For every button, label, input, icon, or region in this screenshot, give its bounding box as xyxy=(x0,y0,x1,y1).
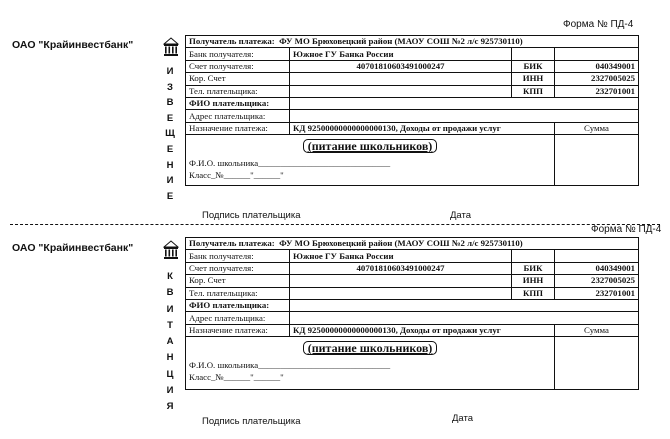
form-number: Форма № ПД-4 xyxy=(563,19,634,30)
vertical-title xyxy=(165,272,175,419)
kpp-value: 232701001 xyxy=(555,85,639,97)
vertical-letter: З xyxy=(167,81,173,93)
purpose-label: Назначение платежа: xyxy=(186,324,290,336)
student-block xyxy=(186,135,555,186)
purpose-value: КД 92500000000000000130, Доходы от продажи услуг xyxy=(290,324,555,336)
recipient-row xyxy=(186,238,639,250)
vertical-letter: Т xyxy=(167,319,173,331)
address-label: Адрес плательщика: xyxy=(186,110,290,122)
vertical-letter: Е xyxy=(166,190,174,202)
bank-value: Южное ГУ Банка России xyxy=(290,250,512,262)
recipient-row xyxy=(186,36,639,48)
fio-label: ФИО плательщика: xyxy=(186,299,290,311)
fio-field[interactable] xyxy=(290,299,639,311)
vertical-letter: К xyxy=(167,271,173,282)
empty-cell xyxy=(555,250,639,262)
class-field[interactable]: Класс_№______"______" xyxy=(189,371,284,382)
corr-label: Кор. Счет xyxy=(186,275,290,287)
account-label: Счет получателя: xyxy=(186,60,290,72)
emphasis-label: (питание школьников) xyxy=(303,139,438,153)
recipient-value: ФУ МО Брюховецкий район (МАОУ СОШ №2 л/с 925730110) xyxy=(279,238,523,249)
bank-label: Банк получателя: xyxy=(186,250,290,262)
sum-label: Сумма xyxy=(555,324,639,336)
vertical-letter: Н xyxy=(166,352,174,364)
empty-cell xyxy=(512,48,555,60)
kpp-label: КПП xyxy=(512,85,555,97)
sum-label: Сумма xyxy=(555,122,639,134)
corr-value[interactable] xyxy=(290,73,512,85)
inn-value: 2327005025 xyxy=(555,275,639,287)
phone-label: Тел. плательщика: xyxy=(186,287,290,299)
receipt-form-table xyxy=(185,237,639,390)
sum-field[interactable] xyxy=(555,337,639,390)
vertical-title xyxy=(165,67,175,207)
vertical-letter: Е xyxy=(166,143,174,155)
bank-logo-icon xyxy=(163,37,179,57)
bik-value: 040349001 xyxy=(555,60,639,72)
vertical-letter: А xyxy=(166,336,174,348)
address-field[interactable] xyxy=(290,110,639,122)
vertical-letter: И xyxy=(166,175,174,187)
empty-cell xyxy=(555,48,639,60)
bank-name: ОАО "Крайинвестбанк" xyxy=(12,242,134,254)
fio-field[interactable] xyxy=(290,97,639,109)
sum-field[interactable] xyxy=(555,135,639,186)
student-name-field[interactable]: Ф.И.О. школьника______________________________ xyxy=(189,360,391,371)
corr-value[interactable] xyxy=(290,275,512,287)
fio-label: ФИО плательщика: xyxy=(186,97,290,109)
date-label: Дата xyxy=(452,413,474,424)
phone-field[interactable] xyxy=(290,287,512,299)
signature-label: Подпись плательщика xyxy=(202,416,301,427)
corr-label: Кор. Счет xyxy=(186,73,290,85)
phone-field[interactable] xyxy=(290,85,512,97)
student-block xyxy=(186,337,555,390)
student-name-field[interactable]: Ф.И.О. школьника______________________________ xyxy=(189,158,391,169)
address-label: Адрес плательщика: xyxy=(186,312,290,324)
vertical-letter: Щ xyxy=(165,128,175,140)
bank-label: Банк получателя: xyxy=(186,48,290,60)
address-field[interactable] xyxy=(290,312,639,324)
bik-value: 040349001 xyxy=(555,262,639,274)
bank-name: ОАО "Крайинвестбанк" xyxy=(12,39,134,51)
recipient-value: ФУ МО Брюховецкий район (МАОУ СОШ №2 л/с 925730110) xyxy=(279,36,523,47)
kpp-label: КПП xyxy=(512,287,555,299)
bank-value: Южное ГУ Банка России xyxy=(290,48,512,60)
kpp-value: 232701001 xyxy=(555,287,639,299)
notice-form-table xyxy=(185,35,639,186)
empty-cell xyxy=(512,250,555,262)
class-field[interactable]: Класс_№______"______" xyxy=(189,169,284,180)
vertical-letter: И xyxy=(166,66,174,77)
purpose-label: Назначение платежа: xyxy=(186,122,290,134)
account-value: 40701810603491000247 xyxy=(290,262,512,274)
vertical-letter: И xyxy=(166,303,174,315)
vertical-letter: Н xyxy=(166,159,174,171)
signature-label: Подпись плательщика xyxy=(202,210,301,221)
recipient-label: Получатель платежа: xyxy=(189,36,275,47)
recipient-label: Получатель платежа: xyxy=(189,238,275,249)
phone-label: Тел. плательщика: xyxy=(186,85,290,97)
vertical-letter: В xyxy=(166,287,174,299)
inn-label: ИНН xyxy=(512,275,555,287)
account-value: 40701810603491000247 xyxy=(290,60,512,72)
form-number: Форма № ПД-4 xyxy=(591,224,662,235)
emphasis-label: (питание школьников) xyxy=(303,341,438,355)
inn-value: 2327005025 xyxy=(555,73,639,85)
vertical-letter: Е xyxy=(166,112,174,124)
vertical-letter: И xyxy=(166,385,174,397)
vertical-letter: В xyxy=(166,97,174,109)
date-label: Дата xyxy=(450,210,472,221)
purpose-value: КД 92500000000000000130, Доходы от продажи услуг xyxy=(290,122,555,134)
inn-label: ИНН xyxy=(512,73,555,85)
account-label: Счет получателя: xyxy=(186,262,290,274)
vertical-letter: Ц xyxy=(166,368,174,380)
bik-label: БИК xyxy=(512,262,555,274)
vertical-letter: Я xyxy=(166,401,174,413)
bik-label: БИК xyxy=(512,60,555,72)
cut-line xyxy=(10,224,660,225)
bank-logo-icon xyxy=(163,240,179,260)
